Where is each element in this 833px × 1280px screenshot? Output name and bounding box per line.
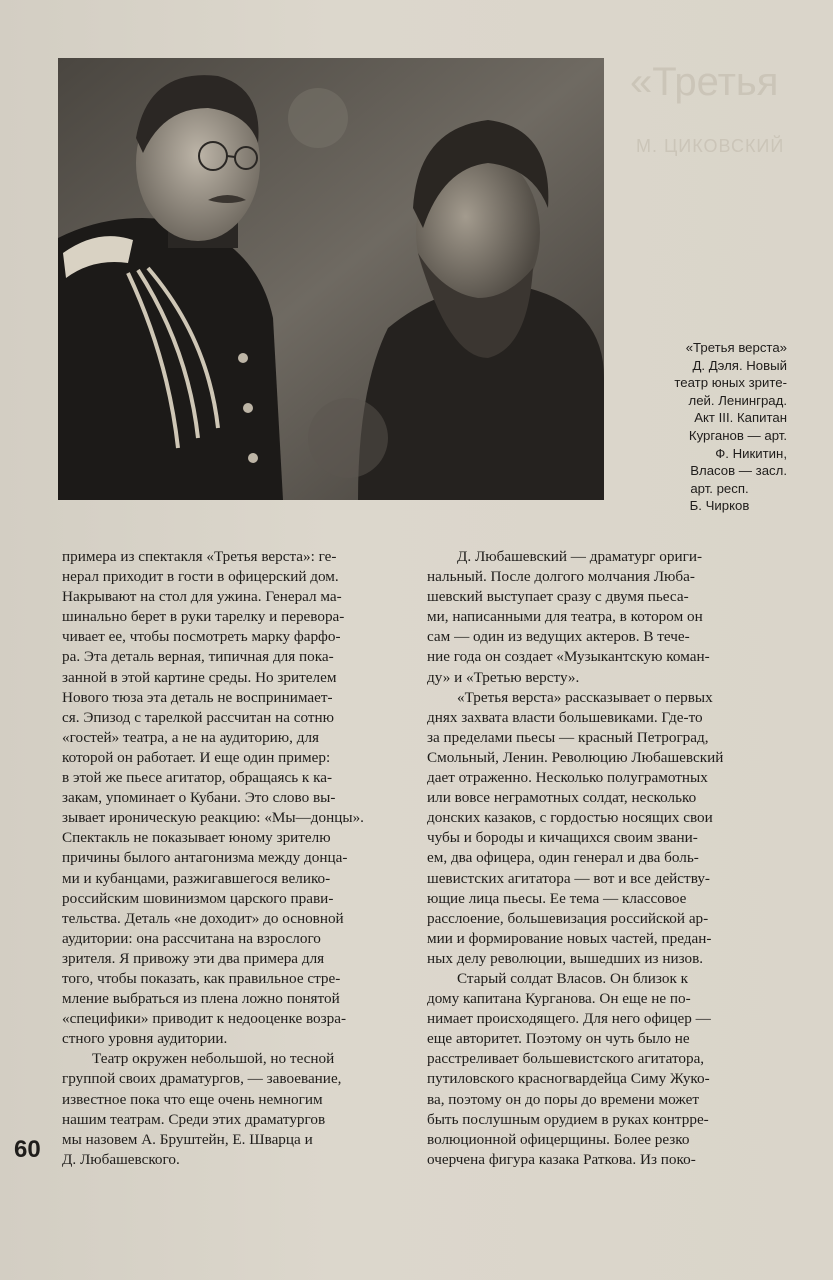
text-line: быть послушным орудием в руках контрре- [427, 1110, 709, 1128]
text-line: шевистских агитатора — вот и все действу- [427, 869, 710, 887]
text-line: мии и формирование новых частей, предан- [427, 929, 712, 947]
text-line: волюционной офицерщины. Более резко [427, 1130, 690, 1148]
text-line: которой он работает. И еще один пример: [62, 748, 331, 766]
caption-line: «Третья верста» [685, 340, 787, 355]
photo-illustration [58, 58, 604, 500]
text-line: Д. Любашевский — драматург ориги- [457, 548, 703, 565]
text-line: известное пока что еще очень немногим [62, 1090, 323, 1108]
text-line: ва, поэтому он до поры до времени может [427, 1090, 699, 1108]
article-column-left [62, 547, 414, 1170]
text-line: аудитории: она рассчитана на взрослого [62, 929, 321, 947]
caption-line: Б. Чирков [689, 498, 750, 514]
text-line: нашим театрам. Среди этих драматургов [62, 1110, 326, 1128]
text-line: в этой же пьесе агитатор, обращаясь к ка- [62, 769, 333, 787]
text-line: ми и кубанцами, разжигавшегося велико- [62, 869, 331, 887]
text-line: мы назовем А. Бруштейн, Е. Шварца и [62, 1130, 313, 1148]
text-line: расстреливает большевистского агитатора, [427, 1050, 705, 1068]
text-line: Накрывают на стол для ужина. Генерал ма- [62, 588, 342, 606]
article-column-right [427, 547, 793, 1170]
page-number: 60 [14, 1136, 41, 1163]
text-line: ра. Эта деталь верная, типичная для пока- [62, 648, 334, 666]
caption-line: Власов — засл. [690, 463, 787, 479]
text-line: «гостей» театра, а не на аудиторию, для [62, 728, 320, 746]
text-line: шевский выступает сразу с двумя пьеса- [427, 588, 689, 606]
text-line: закам, упоминает о Кубани. Это слово вы- [62, 789, 336, 807]
text-line: ми, написанными для театра, в котором он [427, 608, 703, 626]
text-line: зрителя. Я привожу эти два примера для [62, 949, 325, 967]
text-line: днях захвата власти большевиками. Где-то [427, 708, 703, 726]
text-line: нерал приходит в гости в офицерский дом. [62, 568, 339, 586]
text-line: зывает ироническую реакцию: «Мы—донцы». [62, 809, 364, 827]
text-line: ду» и «Третью версту». [427, 668, 580, 686]
caption-line: Д. Дэля. Новый [692, 357, 787, 373]
text-line: примера из спектакля «Третья верста»: ге- [62, 548, 337, 565]
text-line: или вовсе неграмотных солдат, несколько [427, 789, 697, 807]
text-line: ных делу революции, вышедших из низов. [427, 949, 704, 967]
text-line: ем, два офицера, один генерал и два боль- [427, 849, 699, 867]
text-line: сам — один из ведущих актеров. В тече- [427, 628, 690, 646]
text-line: того, чтобы показать, как правильное стре- [62, 969, 341, 987]
text-line: российским шовинизмом царского прави- [62, 889, 334, 907]
text-line: занной в этой картине среды. Но зрителем [62, 668, 337, 686]
caption-line: арт. респ. [690, 480, 749, 496]
text-line: нимает происходящего. Для него офицер — [427, 1010, 711, 1028]
caption-line: Ф. Никитин, [715, 445, 787, 461]
text-line: чивает ее, чтобы посмотреть марку фарфо- [62, 628, 341, 646]
text-line: «Третья верста» рассказывает о первых [457, 688, 713, 706]
production-photo [58, 58, 604, 500]
text-line: донских казаков, с гордостью носящих свои [427, 809, 713, 827]
text-line: мление выбраться из плена ложно понятой [62, 990, 340, 1008]
text-line: Старый солдат Власов. Он близок к [457, 969, 688, 987]
text-line: Театр окружен небольшой, но тесной [92, 1050, 335, 1068]
facing-page-bleed [606, 52, 833, 202]
bleed-title: «Третья [630, 60, 779, 104]
text-line: Спектакль не показывает юному зрителю [62, 829, 331, 847]
text-line: расслоение, большевизация российской ар- [427, 909, 709, 927]
caption-line: Акт III. Капитан [694, 410, 787, 426]
text-line: нальный. После долгого молчания Люба- [427, 568, 695, 586]
text-line: дому капитана Курганова. Он еще не по- [427, 990, 691, 1008]
photo-caption [612, 339, 787, 515]
text-line: ющие лица пьесы. Ее тема — классовое [427, 889, 687, 907]
text-line: стного уровня аудитории. [62, 1030, 228, 1048]
text-line: путиловского красногвардейца Симу Жуко- [427, 1070, 710, 1088]
text-line: шинально берет в руки тарелку и перевора- [62, 608, 345, 626]
bleed-subtitle: М. ЦИКОВСКИЙ [636, 136, 785, 156]
text-line: чубы и бороды и кичащихся своим звани- [427, 829, 698, 847]
text-line: Нового тюза эта деталь не воспринимает- [62, 688, 333, 706]
text-line: очерчена фигура казака Раткова. Из поко- [427, 1150, 696, 1168]
caption-line: Курганов — арт. [688, 427, 787, 443]
text-line: ние года он создает «Музыкантскую коман- [427, 648, 710, 666]
text-line: группой своих драматургов, — завоевание, [62, 1070, 342, 1088]
text-line: тельства. Деталь «не доходит» до основной [62, 909, 344, 927]
text-line: Д. Любашевского. [62, 1150, 180, 1168]
caption-line: лей. Ленинград. [688, 392, 787, 408]
text-line: Смольный, Ленин. Революцию Любашевский [427, 748, 724, 766]
text-line: ся. Эпизод с тарелкой рассчитан на сотню [62, 708, 335, 726]
text-line: «специфики» приводит к недооценке возра- [62, 1010, 347, 1028]
text-line: еще авторитет. Поэтому он чуть было не [427, 1030, 690, 1048]
text-line: дает отраженно. Несколько полуграмотных [427, 769, 708, 787]
text-line: за пределами пьесы — красный Петроград, [427, 728, 709, 746]
text-line: причины былого антагонизма между донца- [62, 849, 348, 867]
caption-line: театр юных зрите- [674, 375, 787, 391]
